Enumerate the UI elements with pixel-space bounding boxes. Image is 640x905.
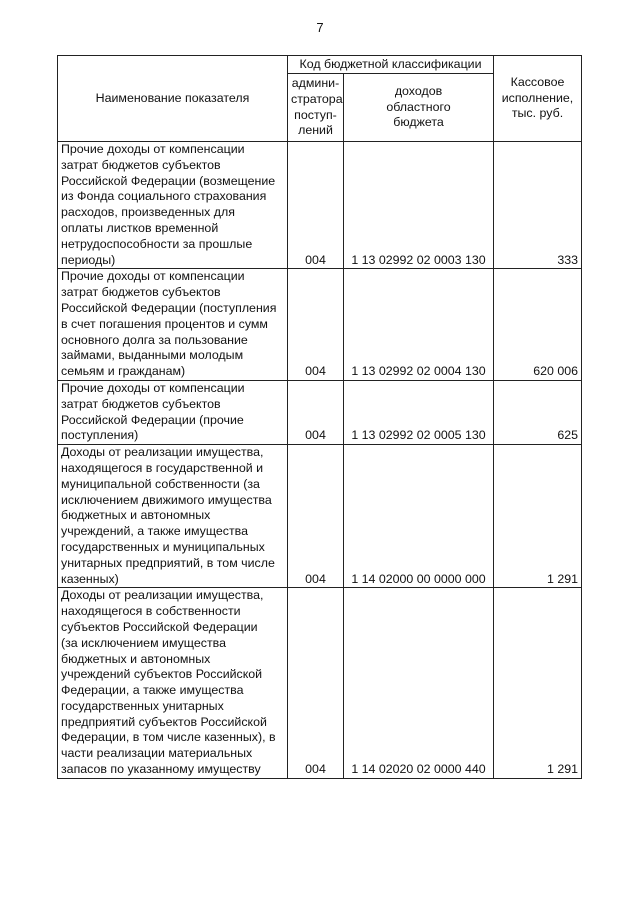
budget-classification-code: 1 13 02992 02 0005 130: [344, 380, 494, 444]
indicator-name: Доходы от реализации имущества, находящегося в собственности субъектов Российской Федерации (за исключением имущества бюджетных и автономных учреждений субъектов Российской Федерации, а также имущества государственных унитарных предприятий субъектов Российской Федерации, в том числе казенных), в части реализации материальных запасов по указанному имуществу: [58, 588, 288, 779]
table-row: [58, 445, 582, 588]
indicator-name: Прочие доходы от компенсации затрат бюджетов субъектов Российской Федерации (поступления в счет погашения процентов и сумм основного долга за пользование займами, выданными молодым семьям и гражданам): [58, 269, 288, 381]
budget-classification-code: 1 13 02992 02 0003 130: [344, 142, 494, 269]
execution-amount: 625: [494, 380, 582, 444]
table-row: [58, 269, 582, 381]
header-name: Наименование показателя: [58, 56, 288, 142]
admin-code: 004: [288, 588, 344, 779]
table-row: [58, 142, 582, 269]
header-execution: Кассовое исполнение, тыс. руб.: [494, 56, 582, 142]
budget-classification-code: 1 14 02000 00 0000 000: [344, 445, 494, 588]
page-number: 7: [316, 20, 324, 35]
admin-code: 004: [288, 269, 344, 381]
admin-code: 004: [288, 445, 344, 588]
budget-table: [57, 55, 582, 779]
admin-code: 004: [288, 142, 344, 269]
budget-classification-code: 1 13 02992 02 0004 130: [344, 269, 494, 381]
execution-amount: 1 291: [494, 588, 582, 779]
table-row: [58, 588, 582, 779]
admin-code: 004: [288, 380, 344, 444]
execution-amount: 620 006: [494, 269, 582, 381]
indicator-name: Прочие доходы от компенсации затрат бюджетов субъектов Российской Федерации (прочие поступления): [58, 380, 288, 444]
header-income: доходов областного бюджета: [344, 74, 494, 142]
execution-amount: 1 291: [494, 445, 582, 588]
execution-amount: 333: [494, 142, 582, 269]
indicator-name: Прочие доходы от компенсации затрат бюджетов субъектов Российской Федерации (возмещение из Фонда социального страхования расходов, произведенных для оплаты листков временной нетрудоспособности за прошлые периоды): [58, 142, 288, 269]
table-row: [58, 380, 582, 444]
header-code-group: Код бюджетной классификации: [288, 56, 494, 74]
header-admin: админи- стратора поступ- лений: [288, 74, 344, 142]
indicator-name: Доходы от реализации имущества, находящегося в государственной и муниципальной собственности (за исключением движимого имущества бюджетных и автономных учреждений, а также имущества государственных и муниципальных унитарных предприятий, в том числе казенных): [58, 445, 288, 588]
budget-classification-code: 1 14 02020 02 0000 440: [344, 588, 494, 779]
